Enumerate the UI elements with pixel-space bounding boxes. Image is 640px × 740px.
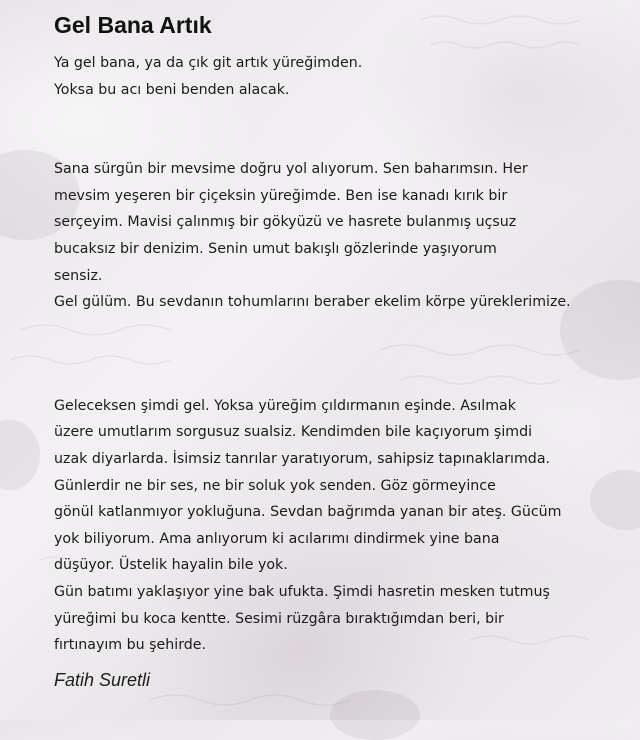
poem-line: düşüyor. Üstelik hayalin bile yok. xyxy=(54,557,288,574)
poem-line: Gün batımı yaklaşıyor yine bak ufukta. Şimdi hasretin mesken tutmuş xyxy=(54,583,550,600)
poem-stanza-3 xyxy=(54,393,624,659)
background-stain xyxy=(330,690,420,740)
poem-author: Fatih Suretli xyxy=(54,669,151,690)
poem-line: gönül katlanmıyor yokluğuna. Sevdan bağrımda yanan bir ateş. Gücüm xyxy=(54,504,562,521)
background-stain xyxy=(0,420,40,490)
poem-line: serçeyim. Mavisi çalınmış bir gökyüzü ve hasrete bulanmış uçsuz xyxy=(54,214,517,231)
poem-stanza-1 xyxy=(54,50,624,103)
poem-line: Günlerdir ne bir ses, ne bir soluk yok senden. Göz görmeyince xyxy=(54,477,496,494)
poem-line: bucaksız bir denizim. Senin umut bakışlı gözlerinde yaşıyorum xyxy=(54,240,497,257)
poem-line: Yoksa bu acı beni benden alacak. xyxy=(54,81,290,98)
poem-line: yüreğimi bu koca kentte. Sesimi rüzgâra bıraktığımdan beri, bir xyxy=(54,610,504,627)
poem-line: sensiz. xyxy=(54,267,103,284)
poem-line: Ya gel bana, ya da çık git artık yüreğimden. xyxy=(54,55,363,71)
poem-line: üzere umutlarım sorgusuz sualsiz. Kendimden bile kaçıyorum şimdi xyxy=(54,424,533,441)
poem-container xyxy=(54,8,624,695)
poem-line: fırtınayım bu şehirde. xyxy=(54,637,207,654)
poem-line: yok biliyorum. Ama anlıyorum ki acılarımı dindirmek yine bana xyxy=(54,530,500,547)
poem-line: Gel gülüm. Bu sevdanın tohumlarını beraber ekelim körpe yüreklerimize. xyxy=(54,294,571,311)
poem-line: mevsim yeşeren bir çiçeksin yüreğimde. Ben ise kanadı kırık bir xyxy=(54,187,508,204)
poem-line: Sana sürgün bir mevsime doğru yol alıyorum. Sen baharımsın. Her xyxy=(54,161,528,178)
poem-stanza-2 xyxy=(54,156,624,316)
poem-title: Gel Bana Artık xyxy=(54,12,212,38)
poem-line: uzak diyarlarda. İsimsiz tanrılar yaratıyorum, sahipsiz tapınaklarımda. xyxy=(54,450,551,467)
poem-line: Geleceksen şimdi gel. Yoksa yüreğim çıldırmanın eşinde. Asılmak xyxy=(54,397,516,414)
